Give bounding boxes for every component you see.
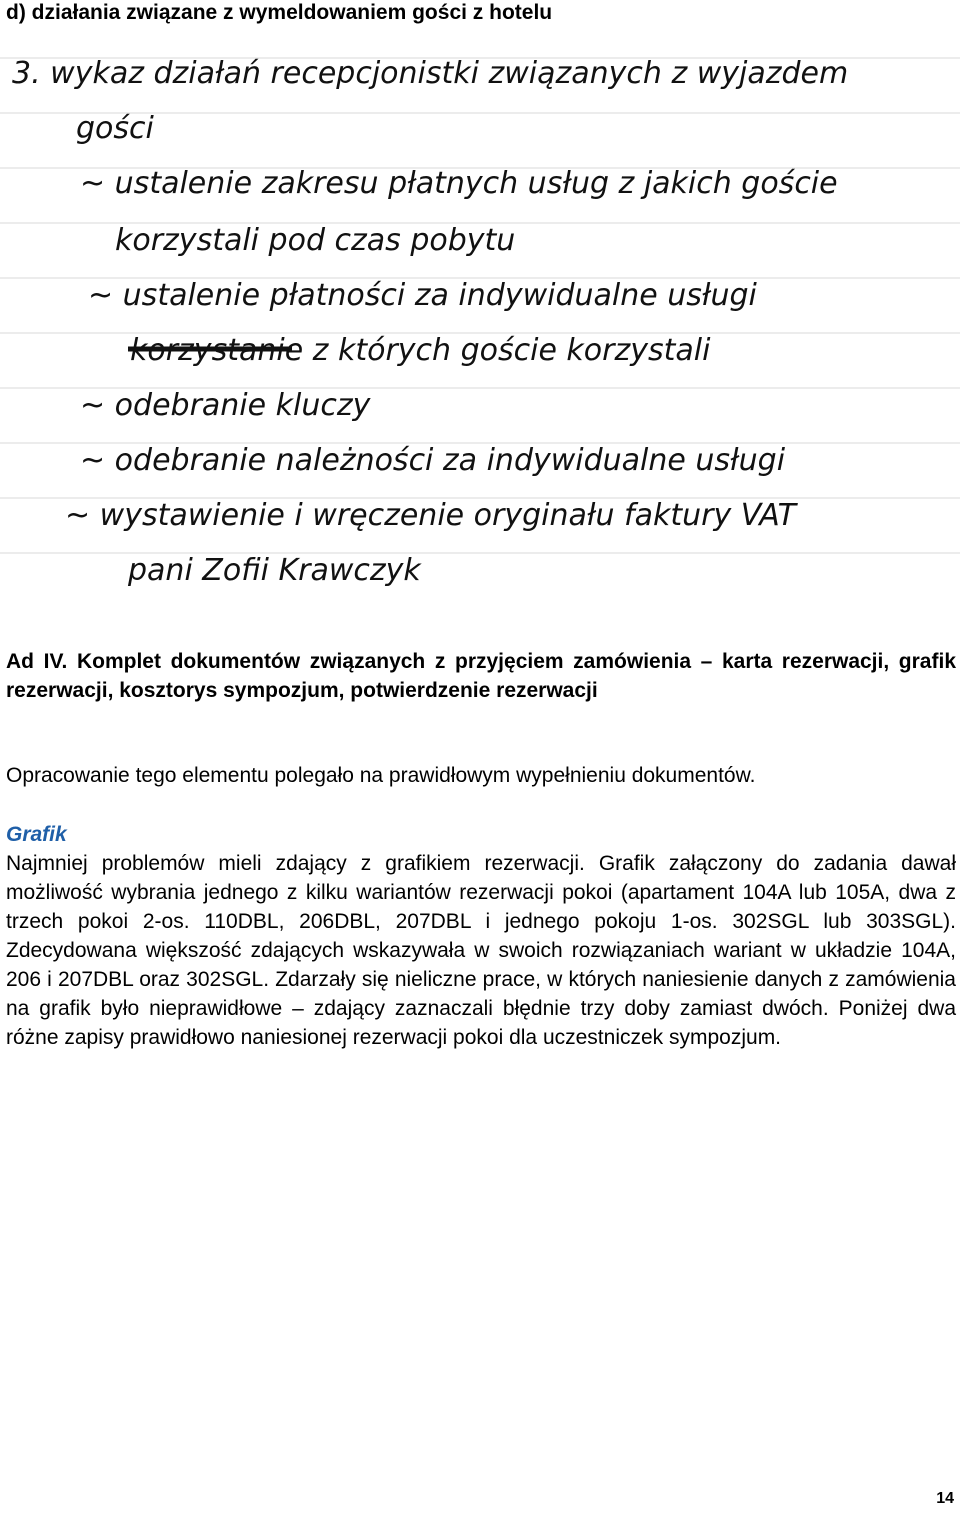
- page-number: 14: [936, 1490, 954, 1507]
- ad-iv-title: Ad IV. Komplet dokumentów związanych z przyjęciem zamówienia – karta rezerwacji, grafik rezerwacji, kosztorys sympozjum, potwierdzenie rezerwacji: [6, 650, 956, 702]
- handwriting-line: ~ odebranie należności za indywidualne usługi: [80, 443, 786, 478]
- handwriting-line: ~ wystawienie i wręczenie oryginału faktury VAT: [65, 498, 796, 533]
- grafik-paragraph: Najmniej problemów mieli zdający z grafikiem rezerwacji. Grafik załączony do zadania dawał możliwość wybrania jednego z kilku wariantów rezerwacji pokoi (apartament 104A lub 105A, dwa z trzech pokoi 2-os. 110DBL, 206DBL, 207DBL i jednego pokoju 1-os. 302SGL lub 303SGL). Zdecydowana większość zdających wskazywała w swoich rozwiązaniach wariant w układzie 104A, 206 i 207DBL oraz 302SGL. Zdarzały się nieliczne prace, w których naniesienie danych z zamówienia na grafik było nieprawidłowe – zdający zaznaczali błędnie trzy doby zamiast dwóch. Poniżej dwa różne zapisy prawidłowo naniesionej rezerwacji pokoi dla uczestniczek sympozjum.: [6, 852, 956, 1049]
- ad-iv-intro: Opracowanie tego elementu polegało na prawidłowym wypełnieniu dokumentów.: [6, 764, 756, 787]
- handwriting-line: ~ odebranie kluczy: [80, 388, 371, 423]
- grafik-subheading: Grafik: [6, 823, 67, 846]
- handwritten-note-scan: [0, 38, 960, 598]
- section-heading: d) działania związane z wymeldowaniem gości z hotelu: [6, 1, 553, 24]
- handwriting-line: gości: [76, 111, 154, 146]
- handwriting-line: 3. wykaz działań recepcjonistki związanych z wyjazdem: [12, 56, 849, 91]
- handwriting-line: ~ ustalenie zakresu płatnych usług z jakich goście: [80, 166, 838, 201]
- handwriting-line: korzystali pod czas pobytu: [115, 223, 516, 258]
- handwriting-line: korzystanie z których goście korzystali: [130, 333, 711, 368]
- handwriting-line: pani Zofii Krawczyk: [128, 553, 421, 588]
- handwriting-line: ~ ustalenie płatności za indywidualne usługi: [88, 278, 757, 313]
